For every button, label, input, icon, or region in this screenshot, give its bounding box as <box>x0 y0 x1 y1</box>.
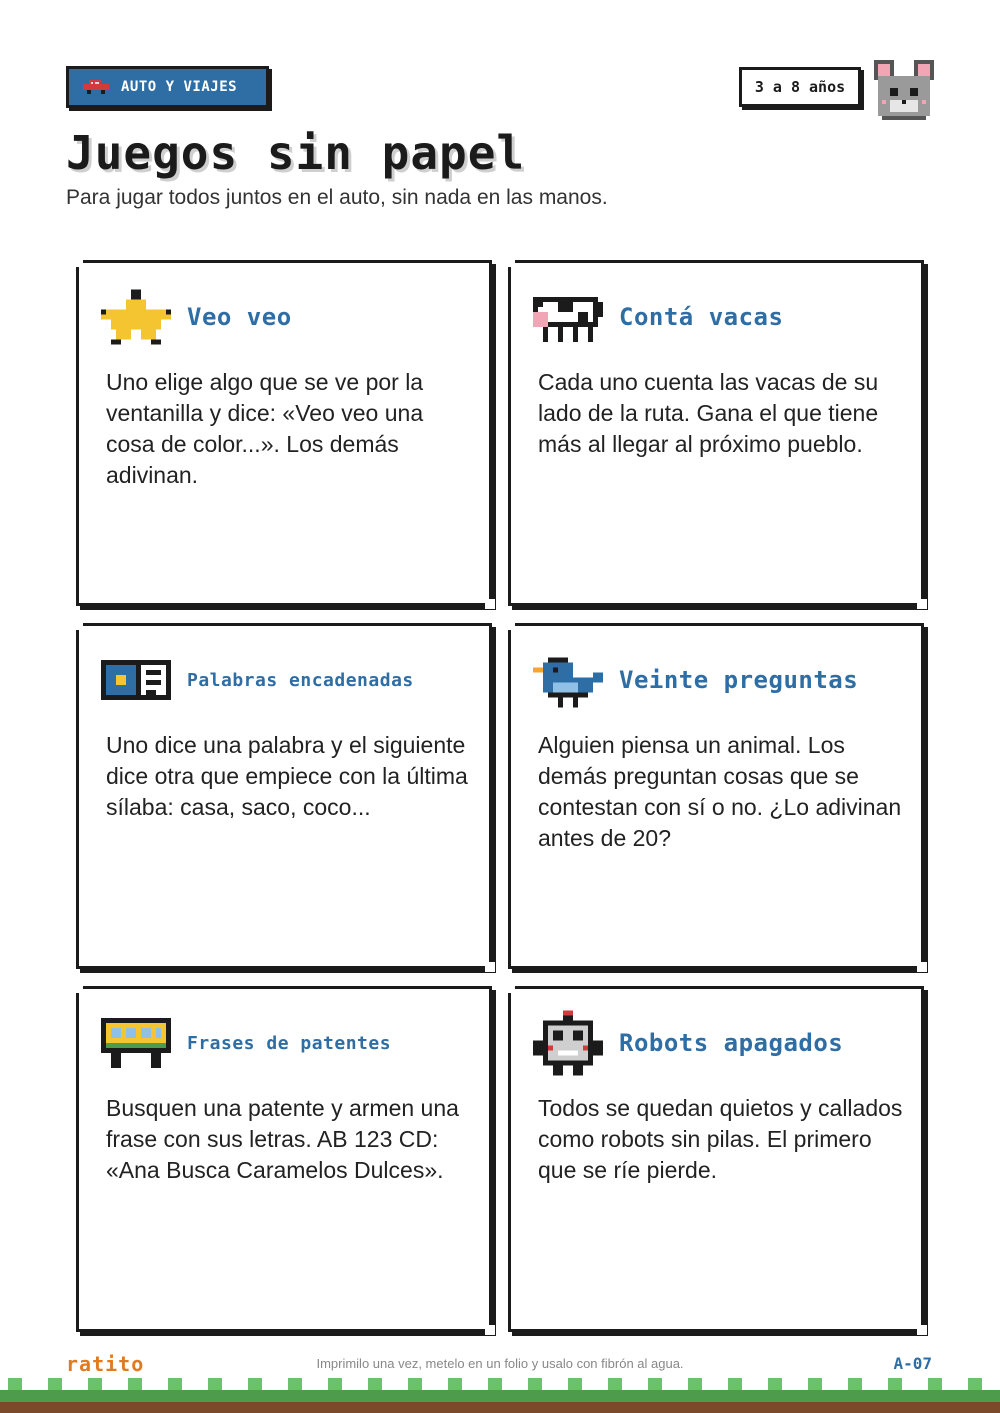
card-text: Cada uno cuenta las vacas de su lado de la ruta. Gana el que tiene más al llegar al próximo pueblo. <box>538 369 879 457</box>
card-text: Uno dice una palabra y el siguiente dice otra que empiece con la última sílaba: casa, saco, coco... <box>106 732 468 820</box>
grass-tuft <box>568 1378 582 1390</box>
grass-tuft <box>928 1378 942 1390</box>
grass-ground-decoration <box>0 1378 1000 1413</box>
document-icon <box>101 660 171 700</box>
game-card-veinte-preguntas <box>508 623 924 969</box>
grass-tuft <box>128 1378 142 1390</box>
grass-tuft <box>408 1378 422 1390</box>
grass-tuft <box>88 1378 102 1390</box>
grass-tuft <box>528 1378 542 1390</box>
grass-tuft <box>448 1378 462 1390</box>
grass-tuft <box>288 1378 302 1390</box>
brand-logo: ratito <box>66 1352 145 1376</box>
grass-tuft <box>368 1378 382 1390</box>
grass-tuft <box>248 1378 262 1390</box>
card-title: Frases de patentes <box>187 1032 392 1054</box>
grass-tuft <box>888 1378 902 1390</box>
grass-tuft <box>768 1378 782 1390</box>
star-icon <box>101 289 171 345</box>
bird-icon <box>533 652 603 708</box>
grass-tuft <box>688 1378 702 1390</box>
grass-tuft <box>168 1378 182 1390</box>
grass-tuft <box>8 1378 22 1390</box>
grass-tuft <box>488 1378 502 1390</box>
mouse-icon <box>874 60 934 120</box>
category-tag <box>66 66 269 108</box>
game-card-conta-vacas <box>508 260 924 606</box>
page-title: Juegos sin papel <box>66 126 526 180</box>
game-card-veo-veo <box>76 260 492 606</box>
robot-icon <box>533 1010 603 1076</box>
card-text: Alguien piensa un animal. Los demás preguntan cosas que se contestan con sí o no. ¿Lo adivinan antes de 20? <box>538 732 902 851</box>
game-card-frases-de-patentes <box>76 986 492 1332</box>
grass-tuft <box>848 1378 862 1390</box>
card-text: Uno elige algo que se ve por la ventanilla y dice: «Veo veo una cosa de color...». Los demás adivinan. <box>106 369 424 488</box>
car-icon <box>83 80 109 94</box>
card-title: Veinte preguntas <box>619 666 859 694</box>
card-title: Contá vacas <box>619 303 784 331</box>
card-title: Veo veo <box>187 303 292 331</box>
page-subtitle: Para jugar todos juntos en el auto, sin nada en las manos. <box>66 186 608 209</box>
card-text: Busquen una patente y armen una frase con sus letras. AB 123 CD: «Ana Busca Caramelos Dulces». <box>106 1095 459 1183</box>
card-title: Palabras encadenadas <box>187 669 414 691</box>
grass-tuft <box>808 1378 822 1390</box>
footer-note: Imprimilo una vez, metelo en un folio y usalo con fibrón al agua. <box>316 1356 684 1371</box>
grass-tuft <box>48 1378 62 1390</box>
grass-tuft <box>728 1378 742 1390</box>
game-card-robots-apagados <box>508 986 924 1332</box>
cow-icon <box>533 291 603 343</box>
card-title: Robots apagados <box>619 1029 844 1057</box>
grass-tuft <box>208 1378 222 1390</box>
grass-tuft <box>328 1378 342 1390</box>
game-card-palabras-encadenadas <box>76 623 492 969</box>
card-text: Todos se quedan quietos y callados como robots sin pilas. El primero que se ríe pierde. <box>538 1095 903 1183</box>
category-label: AUTO Y VIAJES <box>121 79 238 95</box>
age-badge: 3 a 8 años <box>739 67 861 107</box>
bus-icon <box>101 1018 171 1068</box>
grass-tuft <box>608 1378 622 1390</box>
grass-tuft <box>968 1378 982 1390</box>
grass-tuft <box>648 1378 662 1390</box>
page-code: A-07 <box>893 1354 932 1373</box>
